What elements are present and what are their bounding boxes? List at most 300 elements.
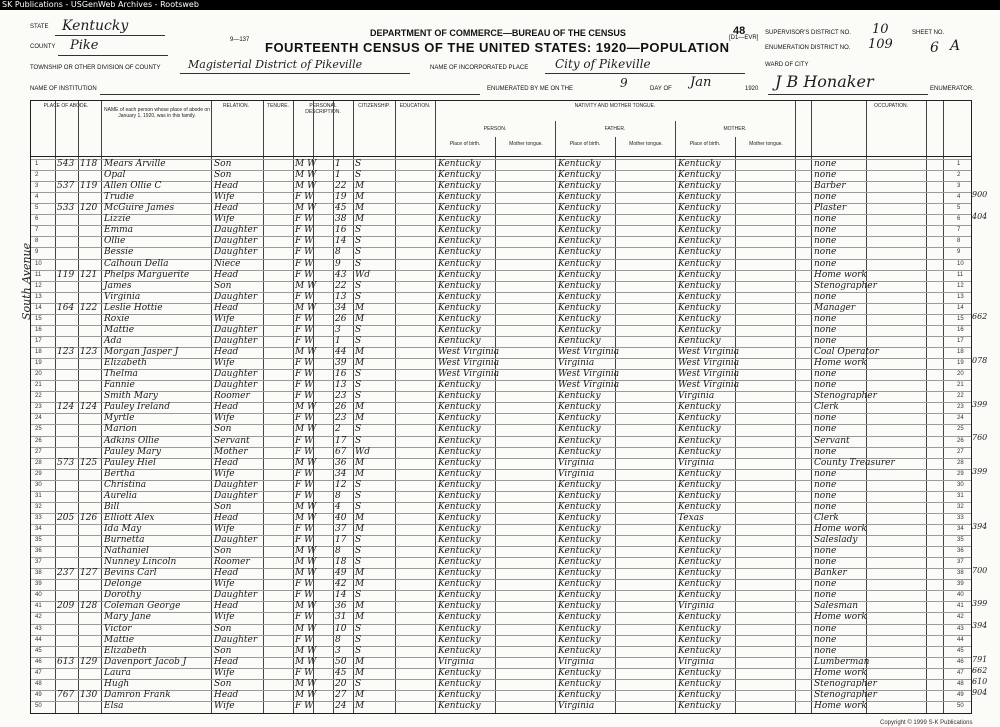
col-personal: PERSONAL DESCRIPTION. bbox=[305, 103, 341, 115]
cell-ms: S bbox=[355, 546, 362, 557]
cell-occ: Coal Operator bbox=[814, 347, 879, 358]
cell-occ: none bbox=[814, 490, 837, 501]
cell-rel: Servant bbox=[214, 435, 250, 446]
line-number: 43 bbox=[957, 625, 964, 632]
cell-ms: M bbox=[355, 203, 365, 214]
cell-dwell: 123 bbox=[57, 347, 75, 358]
cell-mpob: Kentucky bbox=[678, 324, 721, 335]
cell-occ: none bbox=[814, 192, 837, 203]
line-number: 33 bbox=[35, 514, 42, 521]
cell-occ: Salesman bbox=[814, 601, 859, 612]
col-father: FATHER. bbox=[604, 126, 626, 132]
cell-pob: Kentucky bbox=[438, 291, 481, 302]
line-number: 5 bbox=[35, 205, 39, 212]
cell-ms: Wd bbox=[355, 269, 371, 280]
cell-mpob: Kentucky bbox=[678, 501, 721, 512]
line-number: 14 bbox=[35, 304, 42, 311]
line-number: 28 bbox=[35, 459, 42, 466]
cell-occ: none bbox=[814, 479, 837, 490]
cell-mpob: Kentucky bbox=[678, 424, 721, 435]
cell-fpob: Kentucky bbox=[558, 446, 601, 457]
cell-race: F W bbox=[295, 634, 314, 645]
cell-pob: Kentucky bbox=[438, 523, 481, 534]
incorporated-value: City of Pikeville bbox=[555, 57, 651, 71]
cell-rel: Wife bbox=[214, 700, 235, 711]
line-number: 27 bbox=[957, 448, 964, 455]
line-number: 21 bbox=[35, 382, 42, 389]
line-number: 35 bbox=[957, 537, 964, 544]
cell-race: F W bbox=[295, 247, 314, 258]
cell-rel: Daughter bbox=[214, 369, 258, 380]
cell-fpob: Kentucky bbox=[558, 247, 601, 258]
cell-fam: 125 bbox=[80, 457, 98, 468]
line-number: 44 bbox=[35, 636, 42, 643]
cell-mpob: Kentucky bbox=[678, 568, 721, 579]
cell-age: 45 bbox=[335, 667, 347, 678]
cell-pob: Kentucky bbox=[438, 247, 481, 258]
cell-mpob: Kentucky bbox=[678, 291, 721, 302]
cell-ms: M bbox=[355, 402, 365, 413]
col-relation: RELATION. bbox=[222, 103, 250, 109]
cell-fpob: Kentucky bbox=[558, 535, 601, 546]
township-value: Magisterial District of Pikeville bbox=[188, 58, 363, 71]
line-number: 46 bbox=[957, 658, 964, 665]
line-number: 13 bbox=[957, 293, 964, 300]
cell-race: F W bbox=[295, 236, 314, 247]
line-number: 25 bbox=[35, 426, 42, 433]
cell-rel: Wife bbox=[214, 214, 235, 225]
cell-name: Opal bbox=[104, 170, 126, 181]
cell-mpob: Kentucky bbox=[678, 435, 721, 446]
cell-name: Damron Frank bbox=[104, 689, 171, 700]
cell-race: M W bbox=[295, 689, 317, 700]
cell-ms: M bbox=[355, 413, 365, 424]
cell-rel: Head bbox=[214, 302, 239, 313]
cell-pob: Kentucky bbox=[438, 457, 481, 468]
cell-name: Hugh bbox=[104, 678, 130, 689]
cell-fpob: Kentucky bbox=[558, 590, 601, 601]
cell-mpob: Kentucky bbox=[678, 468, 721, 479]
cell-occ: none bbox=[814, 546, 837, 557]
cell-fpob: Kentucky bbox=[558, 546, 601, 557]
cell-pob: Kentucky bbox=[438, 424, 481, 435]
cell-race: F W bbox=[295, 667, 314, 678]
cell-dwell: 573 bbox=[57, 457, 75, 468]
cell-occ: none bbox=[814, 557, 837, 568]
cell-age: 24 bbox=[335, 700, 347, 711]
line-number: 9 bbox=[957, 249, 961, 256]
cell-pob: Kentucky bbox=[438, 689, 481, 700]
cell-name: Trudie bbox=[104, 192, 135, 203]
cell-mpob: Virginia bbox=[678, 391, 715, 402]
census-table bbox=[30, 100, 972, 714]
line-number: 24 bbox=[957, 415, 964, 422]
cell-ms: M bbox=[355, 358, 365, 369]
cell-fpob: Kentucky bbox=[558, 203, 601, 214]
cell-mpob: Kentucky bbox=[678, 247, 721, 258]
cell-occ: none bbox=[814, 413, 837, 424]
margin-code: 399 bbox=[972, 466, 988, 476]
line-number: 37 bbox=[957, 559, 964, 566]
cell-mpob: Kentucky bbox=[678, 446, 721, 457]
cell-name: Bill bbox=[104, 501, 120, 512]
margin-code: 399 bbox=[972, 400, 988, 410]
cell-ms: M bbox=[355, 579, 365, 590]
cell-race: M W bbox=[295, 402, 317, 413]
cell-name: Aurelia bbox=[104, 490, 138, 501]
line-number: 1 bbox=[35, 161, 39, 167]
cell-name: James bbox=[104, 280, 132, 291]
cell-fpob: Kentucky bbox=[558, 413, 601, 424]
line-number: 10 bbox=[957, 260, 964, 267]
cell-rel: Daughter bbox=[214, 535, 258, 546]
line-number: 49 bbox=[35, 691, 42, 698]
cell-rel: Daughter bbox=[214, 247, 258, 258]
cell-rel: Son bbox=[214, 546, 232, 557]
cell-dwell: 209 bbox=[57, 601, 75, 612]
cell-name: Pauley Ireland bbox=[104, 402, 170, 413]
cell-fpob: Kentucky bbox=[558, 214, 601, 225]
state-label: STATE bbox=[30, 24, 49, 30]
cell-fam: 127 bbox=[80, 568, 98, 579]
line-number: 36 bbox=[35, 548, 42, 555]
cell-rel: Head bbox=[214, 203, 239, 214]
line-number: 28 bbox=[957, 459, 964, 466]
cell-race: F W bbox=[295, 335, 314, 346]
cell-ms: M bbox=[355, 568, 365, 579]
margin-code: 900 bbox=[972, 190, 988, 200]
cell-fpob: Kentucky bbox=[558, 159, 601, 169]
line-number: 45 bbox=[957, 647, 964, 654]
cell-dwell: 767 bbox=[57, 689, 75, 700]
line-number: 22 bbox=[957, 393, 964, 400]
cell-occ: Banker bbox=[814, 568, 847, 579]
cell-pob: Kentucky bbox=[438, 225, 481, 236]
cell-occ: County Treasurer bbox=[814, 457, 895, 468]
cell-pob: Kentucky bbox=[438, 313, 481, 324]
cell-ms: S bbox=[355, 501, 362, 512]
cell-occ: none bbox=[814, 225, 837, 236]
cell-race: F W bbox=[295, 535, 314, 546]
cell-ms: M bbox=[355, 523, 365, 534]
cell-fam: 123 bbox=[80, 347, 98, 358]
cell-age: 40 bbox=[335, 512, 347, 523]
cell-ms: M bbox=[355, 512, 365, 523]
cell-pob: Virginia bbox=[438, 656, 475, 667]
supervisor-value: 10 bbox=[872, 22, 889, 37]
cell-ms: M bbox=[355, 302, 365, 313]
cell-pob: Kentucky bbox=[438, 512, 481, 523]
cell-race: F W bbox=[295, 313, 314, 324]
cell-ms: M bbox=[355, 689, 365, 700]
cell-rel: Wife bbox=[214, 192, 235, 203]
line-number: 48 bbox=[957, 680, 964, 687]
cell-fpob: Kentucky bbox=[558, 302, 601, 313]
cell-mpob: Kentucky bbox=[678, 623, 721, 634]
cell-occ: none bbox=[814, 170, 837, 181]
cell-race: F W bbox=[295, 225, 314, 236]
cell-name: Pauley Hiel bbox=[104, 457, 156, 468]
cell-fpob: Virginia bbox=[558, 358, 595, 369]
cell-mpob: Kentucky bbox=[678, 557, 721, 568]
margin-code: 394 bbox=[972, 621, 988, 631]
cell-occ: none bbox=[814, 446, 837, 457]
cell-pob: Kentucky bbox=[438, 590, 481, 601]
cell-race: M W bbox=[295, 645, 317, 656]
cell-age: 1 bbox=[335, 159, 341, 169]
cell-mpob: Kentucky bbox=[678, 225, 721, 236]
census-sheet bbox=[0, 10, 1000, 727]
cell-dwell: 164 bbox=[57, 302, 75, 313]
margin-code: 760 bbox=[972, 433, 988, 443]
cell-race: M W bbox=[295, 546, 317, 557]
line-number: 44 bbox=[957, 636, 964, 643]
cell-fpob: Kentucky bbox=[558, 490, 601, 501]
cell-occ: none bbox=[814, 579, 837, 590]
cell-rel: Son bbox=[214, 170, 232, 181]
margin-code: 394 bbox=[972, 521, 988, 531]
line-number: 19 bbox=[957, 360, 964, 367]
cell-age: 42 bbox=[335, 579, 347, 590]
cell-mpob: Kentucky bbox=[678, 689, 721, 700]
cell-ms: S bbox=[355, 645, 362, 656]
line-number: 43 bbox=[35, 625, 42, 632]
cell-ms: S bbox=[355, 535, 362, 546]
cell-race: F W bbox=[295, 700, 314, 711]
cell-ms: S bbox=[355, 247, 362, 258]
cell-occ: Home work bbox=[814, 358, 867, 369]
line-number: 17 bbox=[957, 337, 964, 344]
cell-rel: Roomer bbox=[214, 557, 250, 568]
cell-occ: none bbox=[814, 634, 837, 645]
cell-occ: none bbox=[814, 159, 837, 169]
cell-age: 14 bbox=[335, 590, 347, 601]
cell-name: Elizabeth bbox=[104, 358, 147, 369]
cell-race: F W bbox=[295, 435, 314, 446]
cell-name: Mary Jane bbox=[104, 612, 151, 623]
cell-rel: Head bbox=[214, 347, 239, 358]
cell-name: Ollie bbox=[104, 236, 126, 247]
cell-rel: Daughter bbox=[214, 324, 258, 335]
cell-pob: Kentucky bbox=[438, 380, 481, 391]
cell-dwell: 537 bbox=[57, 181, 75, 192]
cell-ms: S bbox=[355, 335, 362, 346]
cell-rel: Head bbox=[214, 402, 239, 413]
cell-age: 27 bbox=[335, 689, 347, 700]
cell-occ: none bbox=[814, 380, 837, 391]
incorporated-label: NAME OF INCORPORATED PLACE bbox=[430, 65, 529, 71]
cell-rel: Head bbox=[214, 181, 239, 192]
cell-fpob: West Virginia bbox=[558, 347, 620, 358]
col-citizenship: CITIZENSHIP. bbox=[358, 103, 390, 109]
table-row bbox=[31, 701, 971, 713]
cell-ms: S bbox=[355, 634, 362, 645]
col-tenure: TENURE. bbox=[267, 103, 289, 109]
cell-name: Nunney Lincoln bbox=[104, 557, 177, 568]
cell-race: M W bbox=[295, 656, 317, 667]
cell-ms: M bbox=[355, 181, 365, 192]
col-person-tongue: Mother tongue. bbox=[509, 141, 543, 147]
margin-code: 662 bbox=[972, 665, 988, 675]
cell-occ: none bbox=[814, 645, 837, 656]
cell-rel: Head bbox=[214, 269, 239, 280]
cell-mpob: Kentucky bbox=[678, 546, 721, 557]
cell-age: 16 bbox=[335, 369, 347, 380]
cell-race: M W bbox=[295, 557, 317, 568]
cell-fpob: Kentucky bbox=[558, 225, 601, 236]
street-name: South Avenue bbox=[20, 242, 33, 320]
cell-rel: Niece bbox=[214, 258, 241, 269]
cell-name: Laura bbox=[104, 667, 131, 678]
cell-fam: 120 bbox=[80, 203, 98, 214]
cell-occ: Home work bbox=[814, 523, 867, 534]
cell-race: F W bbox=[295, 369, 314, 380]
cell-ms: M bbox=[355, 457, 365, 468]
cell-fam: 122 bbox=[80, 302, 98, 313]
cell-race: F W bbox=[295, 258, 314, 269]
cell-mpob: Kentucky bbox=[678, 590, 721, 601]
cell-fpob: West Virginia bbox=[558, 369, 620, 380]
cell-dwell: 205 bbox=[57, 512, 75, 523]
line-number: 20 bbox=[35, 371, 42, 378]
cell-name: Mattie bbox=[104, 634, 135, 645]
cell-pob: Kentucky bbox=[438, 324, 481, 335]
cell-occ: none bbox=[814, 324, 837, 335]
cell-fpob: Kentucky bbox=[558, 557, 601, 568]
cell-ms: S bbox=[355, 159, 362, 169]
cell-pob: Kentucky bbox=[438, 678, 481, 689]
cell-pob: Kentucky bbox=[438, 214, 481, 225]
township-label: TOWNSHIP OR OTHER DIVISION OF COUNTY bbox=[30, 65, 161, 71]
cell-pob: Kentucky bbox=[438, 623, 481, 634]
cell-race: M W bbox=[295, 424, 317, 435]
cell-ms: S bbox=[355, 324, 362, 335]
cell-race: F W bbox=[295, 269, 314, 280]
cell-age: 8 bbox=[335, 247, 341, 258]
cell-race: F W bbox=[295, 468, 314, 479]
line-number: 35 bbox=[35, 537, 42, 544]
cell-age: 38 bbox=[335, 214, 347, 225]
cell-rel: Daughter bbox=[214, 479, 258, 490]
cell-name: Ida May bbox=[104, 523, 142, 534]
cell-name: Leslie Hottie bbox=[104, 302, 163, 313]
cell-race: M W bbox=[295, 512, 317, 523]
cell-fpob: Kentucky bbox=[558, 612, 601, 623]
cell-race: M W bbox=[295, 280, 317, 291]
cell-fam: 118 bbox=[80, 159, 98, 169]
line-number: 5 bbox=[957, 205, 961, 212]
cell-rel: Wife bbox=[214, 358, 235, 369]
cell-race: M W bbox=[295, 302, 317, 313]
cell-age: 10 bbox=[335, 623, 347, 634]
line-number: 1 bbox=[957, 161, 961, 167]
cell-race: M W bbox=[295, 623, 317, 634]
col-mother: MOTHER. bbox=[723, 126, 747, 132]
line-number: 40 bbox=[35, 592, 42, 599]
line-number: 36 bbox=[957, 548, 964, 555]
cell-name: Calhoun Della bbox=[104, 258, 169, 269]
cell-age: 23 bbox=[335, 391, 347, 402]
cell-occ: none bbox=[814, 468, 837, 479]
cell-pob: Kentucky bbox=[438, 535, 481, 546]
margin-code: 404 bbox=[972, 212, 988, 222]
cell-rel: Roomer bbox=[214, 391, 250, 402]
cell-age: 39 bbox=[335, 358, 347, 369]
cell-age: 13 bbox=[335, 380, 347, 391]
copyright-footer: Copyright © 1999 S-K Publications bbox=[880, 720, 973, 726]
cell-name: Myrtle bbox=[104, 413, 135, 424]
line-number: 11 bbox=[35, 271, 42, 278]
cell-pob: Kentucky bbox=[438, 170, 481, 181]
cell-mpob: West Virginia bbox=[678, 380, 740, 391]
line-number: 49 bbox=[957, 691, 964, 698]
cell-pob: Kentucky bbox=[438, 634, 481, 645]
ed-label: ENUMERATION DISTRICT NO. bbox=[765, 45, 851, 51]
cell-rel: Wife bbox=[214, 612, 235, 623]
cell-pob: Kentucky bbox=[438, 601, 481, 612]
line-number: 25 bbox=[957, 426, 964, 433]
cell-fpob: Virginia bbox=[558, 457, 595, 468]
cell-rel: Head bbox=[214, 512, 239, 523]
sheet-value: 6 bbox=[930, 40, 939, 56]
cell-age: 12 bbox=[335, 479, 347, 490]
cell-age: 20 bbox=[335, 678, 347, 689]
line-number: 31 bbox=[35, 492, 42, 499]
cell-mpob: Kentucky bbox=[678, 170, 721, 181]
cell-fpob: Kentucky bbox=[558, 424, 601, 435]
cell-mpob: Virginia bbox=[678, 601, 715, 612]
cell-name: Elizabeth bbox=[104, 645, 147, 656]
line-number: 12 bbox=[35, 282, 42, 289]
cell-name: Morgan Jasper J bbox=[104, 347, 179, 358]
cell-rel: Son bbox=[214, 501, 232, 512]
cell-pob: Kentucky bbox=[438, 501, 481, 512]
cell-age: 37 bbox=[335, 523, 347, 534]
cell-fpob: Kentucky bbox=[558, 313, 601, 324]
margin-code: 904 bbox=[972, 687, 988, 697]
line-number: 38 bbox=[35, 570, 42, 577]
cell-fpob: Kentucky bbox=[558, 258, 601, 269]
cell-rel: Head bbox=[214, 601, 239, 612]
line-number: 42 bbox=[957, 614, 964, 621]
cell-fpob: Virginia bbox=[558, 700, 595, 711]
line-number: 34 bbox=[957, 525, 964, 532]
margin-code: 700 bbox=[972, 566, 988, 576]
cell-ms: M bbox=[355, 313, 365, 324]
cell-name: Victor bbox=[104, 623, 132, 634]
line-number: 37 bbox=[35, 559, 42, 566]
line-number: 32 bbox=[957, 503, 964, 510]
cell-race: F W bbox=[295, 446, 314, 457]
cell-race: F W bbox=[295, 590, 314, 601]
cell-occ: none bbox=[814, 424, 837, 435]
cell-mpob: Kentucky bbox=[678, 335, 721, 346]
enumerated-month: Jan bbox=[690, 75, 712, 90]
col-person-pob: Place of birth. bbox=[449, 141, 481, 147]
cell-pob: Kentucky bbox=[438, 435, 481, 446]
cell-fpob: Kentucky bbox=[558, 579, 601, 590]
line-number: 15 bbox=[957, 315, 964, 322]
cell-fpob: Kentucky bbox=[558, 192, 601, 203]
cell-race: F W bbox=[295, 612, 314, 623]
cell-ms: M bbox=[355, 468, 365, 479]
cell-occ: Barber bbox=[814, 181, 846, 192]
line-number: 20 bbox=[957, 371, 964, 378]
cell-mpob: Kentucky bbox=[678, 313, 721, 324]
line-number: 34 bbox=[35, 525, 42, 532]
cell-name: Delonge bbox=[104, 579, 142, 590]
cell-fpob: Kentucky bbox=[558, 634, 601, 645]
